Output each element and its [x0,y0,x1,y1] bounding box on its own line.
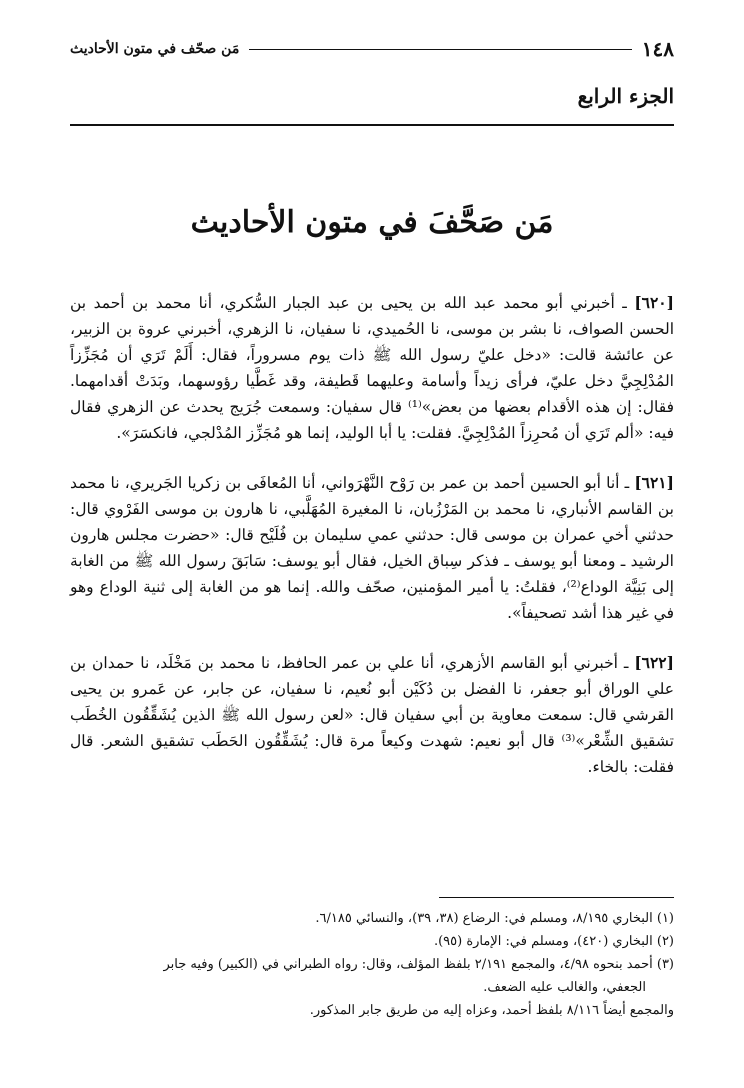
hadith-paragraph [70,470,674,626]
hadith-text: ـ أنا أبو الحسين أحمد بن عمر بن رَوْح النَّهْرَواني، أنا المُعافَى بن زكريا الجَريري، نا محمد بن القاسم الأنباري، نا محمد بن المَرْزُبان، نا المغيرة المُهَلَّبي، نا هارون بن موسى الفَرْوي قال: حدثني أخي عمران بن موسى قال: حدثني عمي سليمان بن فُلَيْح قال: «حضرت مجلس هارون الرشيد ـ ومعنا أبو يوسف ـ فذكر سِباق الخيل، فقال أبو يوسف: سَابَقَ رسول الله ﷺ من الغابة إلى بَنِيَّة الوداع⁽²⁾، فقلتُ: يا أمير المؤمنين، صحّف والله. إنما هو من الغابة إلى ثنية الوداع وهو في غير هذا أشد تصحيفاً». [70,474,674,622]
hadith-number: [٦٢٠] [634,293,674,312]
part-title: الجزء الرابع [577,84,674,108]
footnote: (٣) أحمد بنحوه ٤/٩٨، والمجمع ٢/١٩١ بلفظ المؤلف، وقال: رواه الطبراني في (الكبير) وفيه جابر [163,957,674,972]
hadith-paragraph [70,290,674,446]
hadith-text: ـ أخبرني أبو القاسم الأزهري، أنا علي بن عمر الحافظ، نا محمد بن مَخْلَد، نا حمدان بن علي الوراق أبو جعفر، نا الفضل بن دُكَيْن أبو نُعيم، نا سفيان، عن جابر، عن عَمرو بن يحيى القرشي قال: سمعت معاوية بن أبي سفيان قال: «لعن رسول الله ﷺ الذين يُشَقِّقُون الخُطَب تشقيق الشِّعْر»⁽³⁾ قال أبو نعيم: شهدت وكيعاً مرة قال: يُشَقِّقُون الحَطَب تشقيق الشعر. قال فقلت: بالخاء. [70,654,674,776]
part-divider [70,124,674,126]
body-text [70,290,674,780]
running-title: مَن صحّف في متون الأحاديث [70,41,240,57]
footnote-divider [439,897,674,898]
footnotes [70,907,674,1022]
footnote: (٢) البخاري (٤٢٠)، ومسلم في: الإمارة (٩٥). [433,934,674,949]
hadith-number: [٦٢٢] [634,653,674,672]
footnote-continuation: الجعفي، والغالب عليه الضعف. [483,980,646,995]
page-number: ١٤٨ [641,37,674,61]
footnote: والمجمع أيضاً ٨/١١٦ بلفظ أحمد، وعزاه إليه من طريق جابر المذكور. [309,1003,674,1018]
footnote: (١) البخاري ٨/١٩٥، ومسلم في: الرضاع (٣٨، ٣٩)، والنسائي ٦/١٨٥. [315,911,674,926]
hadith-paragraph [70,650,674,780]
running-header [70,34,674,64]
chapter-title: مَن صَحَّفَ في متون الأحاديث [190,205,554,240]
hadith-text: ـ أخبرني أبو محمد عبد الله بن يحيى بن عبد الجبار السُّكري، أنا محمد بن أحمد بن الحسن الصواف، نا بشر بن موسى، نا الحُميدي، نا سفيان، نا الزهري، أخبرني عروة بن الزبير، عن عائشة قالت: «دخل عليّ رسول الله ﷺ ذات يوم مسروراً، فقال: أَلَمْ تَرَي أن مُجَزِّزاً المُدْلِجِيَّ دخل عليّ، فرأى زيداً وأسامة وعليهما قَطيفة، وقد غَطَّيا رؤوسهما، وبَدَتْ أقدامهما. فقال: إن هذه الأقدام بعضها من بعض»⁽¹⁾ قال سفيان: وسمعت جُرَيج يحدث عن الزهري فقال فيه: «ألم تَرَي أن مُحرِزاً المُدْلِجِيَّ. فقلت: يا أبا الوليد، إنما هو مُجَزِّز المُدْلجي، فانكسَرَ». [70,294,674,442]
header-rule [249,49,631,50]
hadith-number: [٦٢١] [634,473,674,492]
